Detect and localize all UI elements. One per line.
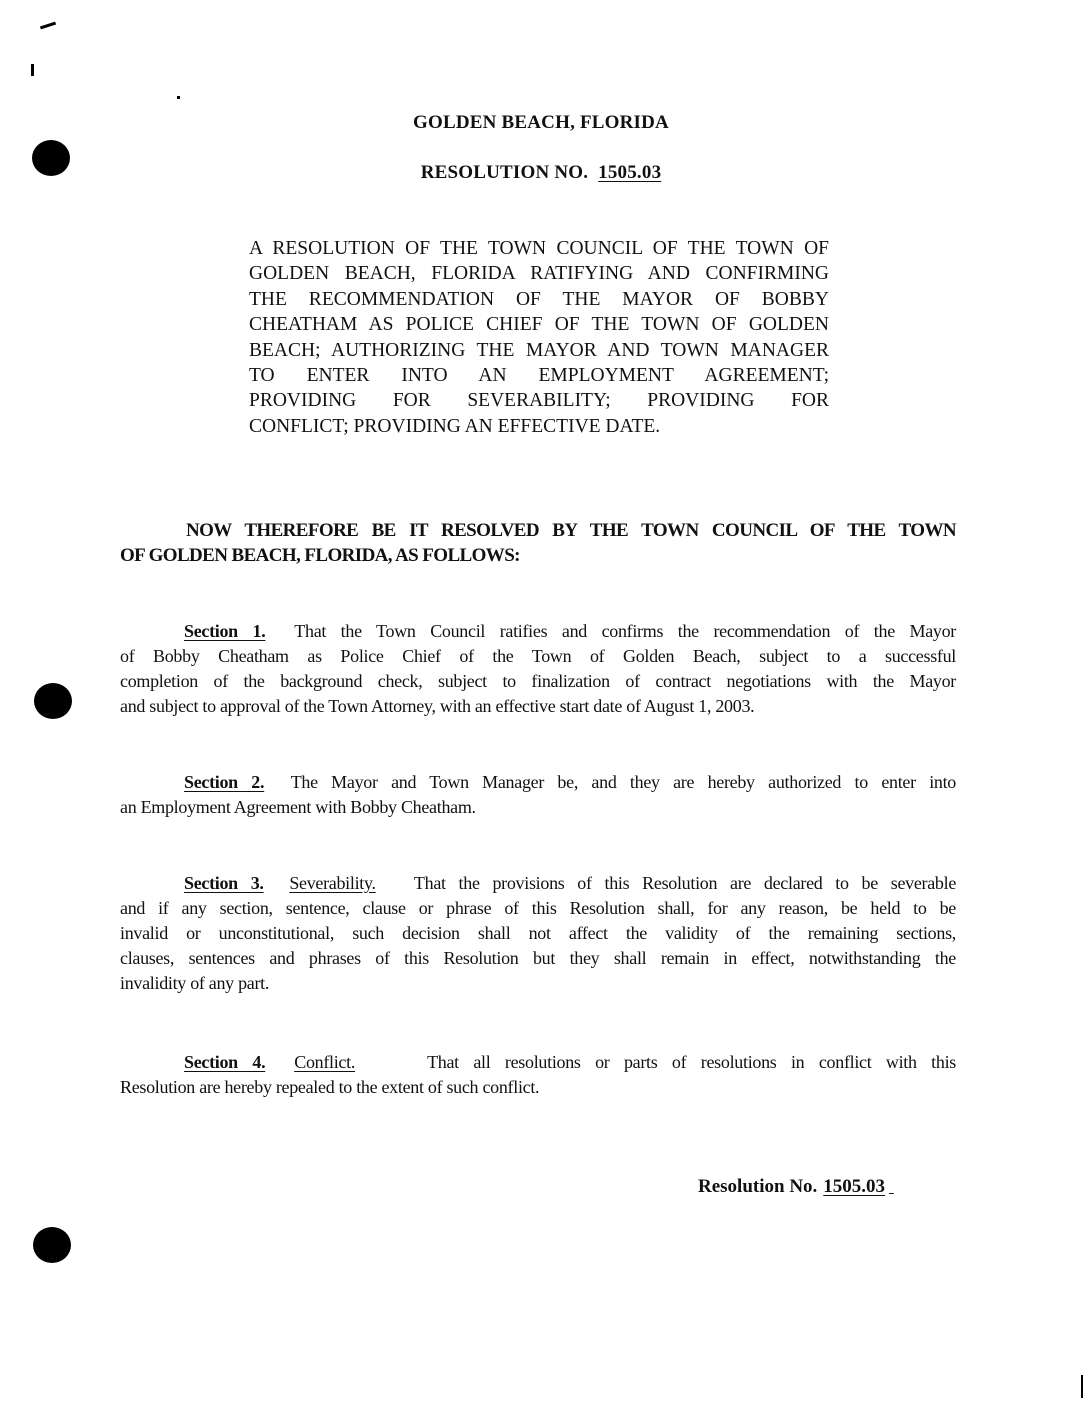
section-text: invalid or unconstitutional, such decision shall not affect the validity of the remaining sections, (120, 923, 956, 943)
section-text: Resolution are hereby repealed to the extent of such conflict. (120, 1077, 540, 1097)
footer-resolution-number: 1505.03 (823, 1176, 886, 1197)
section-text: That the Town Council ratifies and confirms the recommendation of the Mayor (294, 621, 956, 641)
abstract-line: GOLDEN BEACH, FLORIDA RATIFYING AND CONFIRMING (249, 263, 829, 285)
abstract-line: A RESOLUTION OF THE TOWN COUNCIL OF THE TOWN OF (249, 238, 829, 259)
resolution-heading (0, 162, 1082, 184)
section-label: Section 3. (184, 873, 264, 893)
footer-underline (889, 1176, 911, 1198)
section-2 (120, 770, 956, 820)
abstract-line: TO ENTER INTO AN EMPLOYMENT AGREEMENT; (249, 365, 829, 387)
resolved-line: OF GOLDEN BEACH, FLORIDA, AS FOLLOWS: (120, 545, 520, 566)
section-text: That the provisions of this Resolution are declared to be severable (413, 873, 957, 893)
section-text: The Mayor and Town Manager be, and they are hereby authorized to enter into (290, 772, 956, 792)
resolution-label: RESOLUTION NO. (420, 162, 589, 183)
punch-hole-bottom (33, 1227, 71, 1263)
section-text: and if any section, sentence, clause or phrase of this Resolution shall, for any reason, be held to be (120, 898, 956, 918)
section-label: Section 2. (184, 772, 265, 792)
section-title: Severability. (289, 873, 376, 893)
punch-hole-middle (34, 683, 72, 719)
section-title: Conflict. (294, 1052, 356, 1072)
abstract-line: CHEATHAM AS POLICE CHIEF OF THE TOWN OF GOLDEN (249, 314, 829, 336)
section-text: invalidity of any part. (120, 973, 270, 993)
abstract-line: THE RECOMMENDATION OF THE MAYOR OF BOBBY (249, 288, 829, 310)
section-text: and subject to approval of the Town Attorney, with an effective start date of August 1, 2003. (120, 696, 755, 716)
abstract-line: CONFLICT; PROVIDING AN EFFECTIVE DATE. (249, 415, 661, 437)
section-1 (120, 619, 956, 719)
section-text: completion of the background check, subject to finalization of contract negotiations with the Mayor (120, 671, 956, 691)
section-text: an Employment Agreement with Bobby Cheatham. (120, 797, 476, 817)
section-3 (120, 871, 956, 996)
footer-resolution-reference (698, 1176, 911, 1198)
scan-mark (1081, 1375, 1083, 1398)
resolution-number: 1505.03 (598, 162, 662, 183)
section-text: of Bobby Cheatham as Police Chief of the Town of Golden Beach, subject to a successful (120, 646, 956, 666)
resolved-line: NOW THEREFORE BE IT RESOLVED BY THE TOWN COUNCIL OF THE TOWN (186, 520, 956, 541)
footer-label: Resolution No. (698, 1176, 818, 1197)
section-label: Section 1. (184, 621, 266, 641)
abstract-line: PROVIDING FOR SEVERABILITY; PROVIDING FOR (249, 390, 829, 412)
municipality-title: GOLDEN BEACH, FLORIDA (413, 112, 669, 133)
scan-mark (40, 22, 56, 30)
resolution-abstract (249, 236, 829, 439)
scan-mark (31, 64, 34, 76)
section-text: That all resolutions or parts of resolutions in conflict with this (427, 1052, 956, 1072)
abstract-line: BEACH; AUTHORIZING THE MAYOR AND TOWN MANAGER (249, 339, 829, 361)
scan-mark (177, 96, 180, 99)
section-label: Section 4. (184, 1052, 266, 1072)
section-text: clauses, sentences and phrases of this Resolution but they shall remain in effect, notwithstanding the (120, 948, 956, 968)
section-4 (120, 1050, 956, 1100)
resolved-clause (120, 518, 956, 568)
